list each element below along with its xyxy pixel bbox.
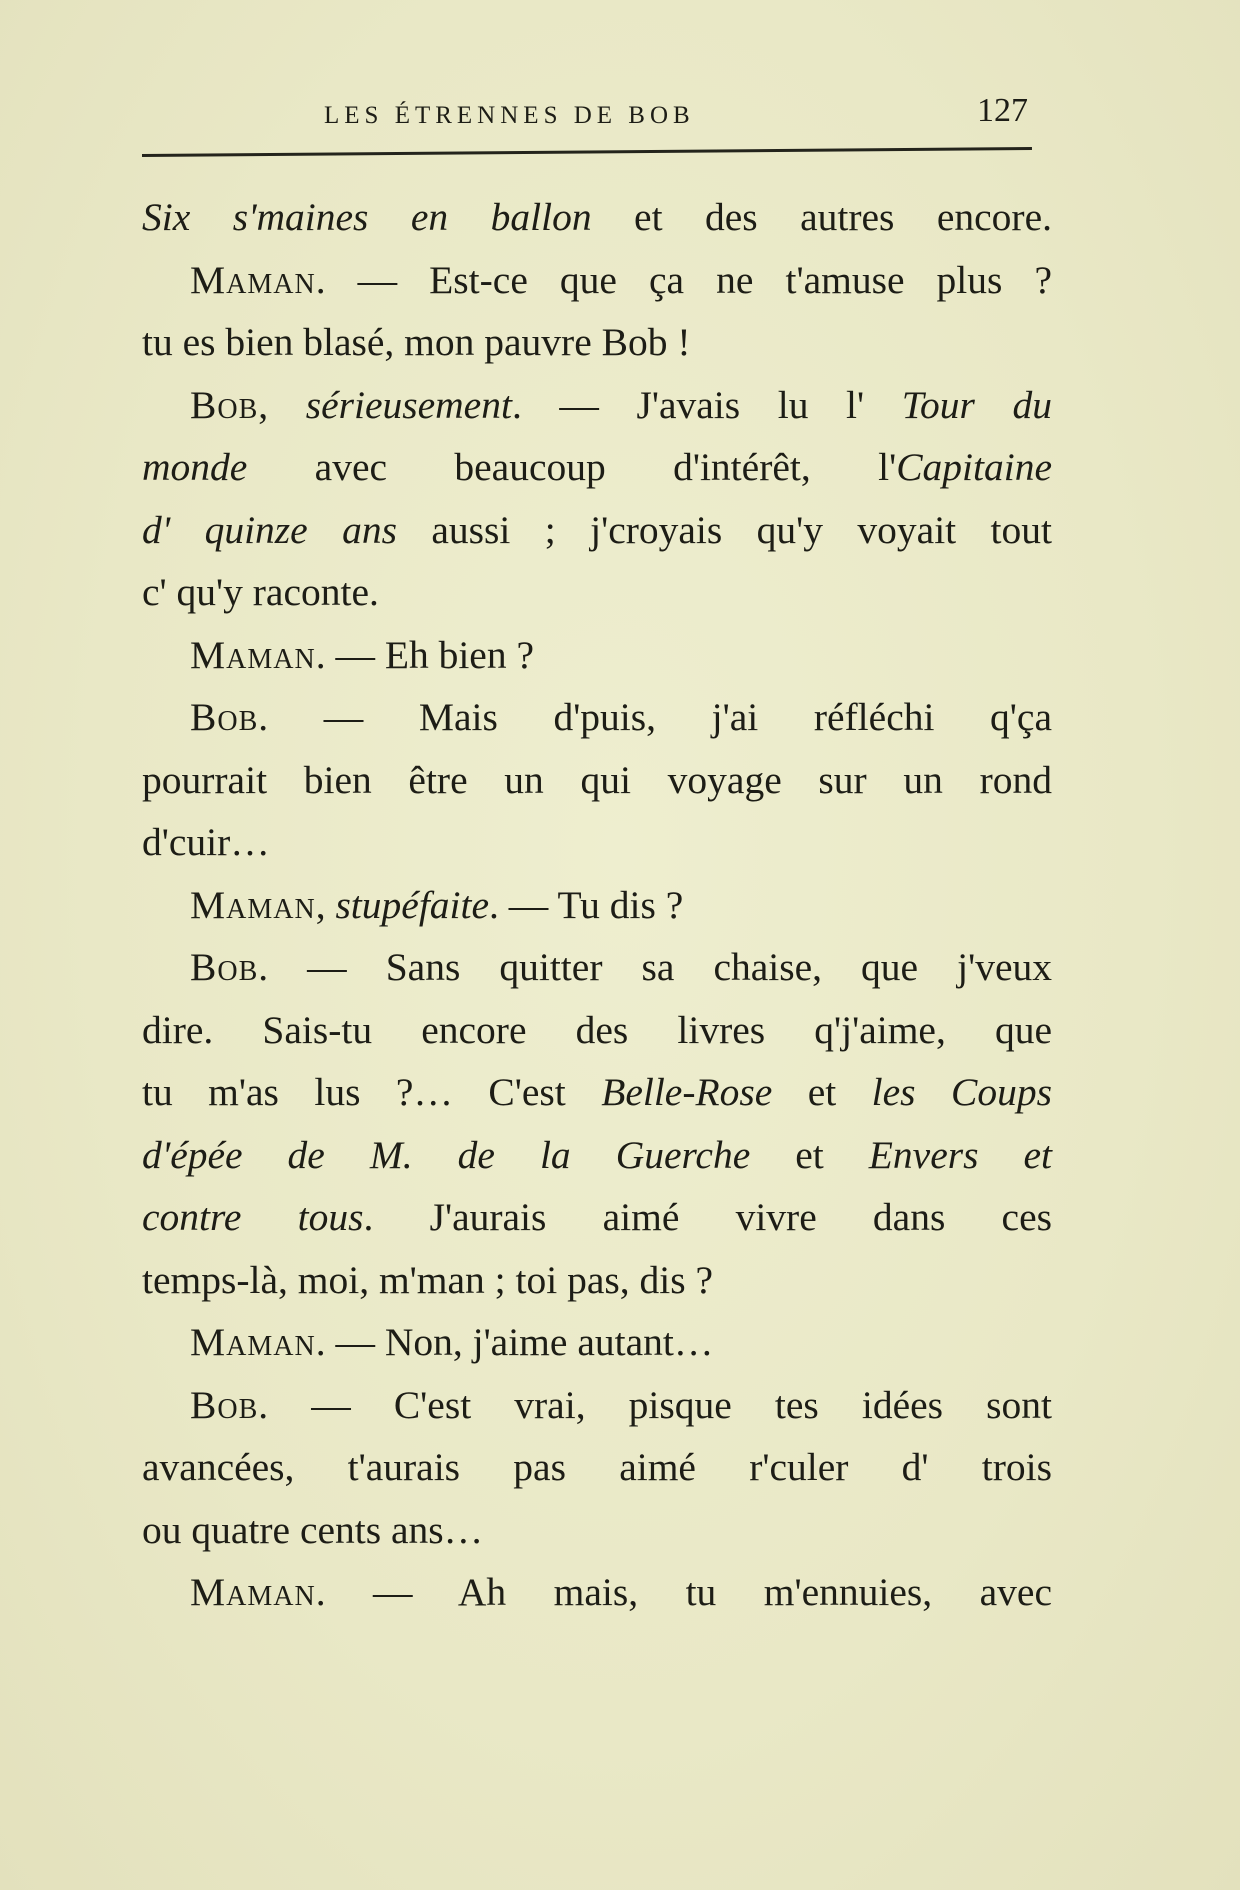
text-line	[142, 1311, 1052, 1374]
text-line	[142, 936, 1052, 999]
italic-text: Tour du	[901, 382, 1053, 427]
text-segment: d'cuir…	[142, 820, 270, 864]
text-segment: ,	[258, 382, 306, 427]
text-segment: c' qu'y raconte.	[142, 570, 379, 614]
text-line	[142, 1124, 1052, 1187]
text-line	[142, 811, 1052, 874]
text-line	[142, 249, 1052, 312]
text-line	[142, 374, 1052, 437]
speaker-name: Bob	[190, 1382, 259, 1427]
text-line	[142, 311, 1052, 374]
italic-text: les Coups	[871, 1070, 1052, 1114]
running-title: LES ÉTRENNES DE BOB	[324, 102, 695, 129]
text-segment: et	[750, 1132, 869, 1177]
text-segment: ou quatre cents ans…	[142, 1507, 484, 1552]
speaker-name: Bob	[190, 945, 259, 989]
text-segment: aussi ; j'croyais qu'y voyait tout	[396, 507, 1052, 552]
italic-text: contre tous	[142, 1195, 364, 1239]
text-segment: . — Sans quitter sa chaise, que j'veux	[258, 945, 1052, 989]
text-line	[142, 1186, 1052, 1249]
text-segment: . — Non, j'aime autant…	[315, 1320, 714, 1364]
italic-text: sérieusement	[305, 382, 512, 427]
text-segment: et des autres encore.	[591, 195, 1052, 239]
speaker-name: Maman	[190, 257, 316, 302]
text-segment: tu es bien blasé, mon pauvre Bob !	[142, 320, 691, 364]
page-number: 127	[977, 92, 1028, 129]
text-segment: dire. Sais-tu encore des livres q'j'aime, que	[142, 1007, 1052, 1052]
text-segment: . — Mais d'puis, j'ai réfléchi q'ça	[258, 695, 1052, 739]
italic-text: d'épée de M. de la Guerche	[142, 1132, 751, 1177]
italic-text: d' quinze ans	[142, 507, 397, 552]
text-segment: avancées, t'aurais pas aimé r'culer d' trois	[142, 1445, 1052, 1489]
text-line	[142, 1249, 1052, 1312]
italic-text: Six s'maines en ballon	[142, 195, 592, 239]
text-line	[142, 499, 1052, 562]
text-segment: avec beaucoup d'intérêt, l'	[247, 445, 897, 489]
text-segment: tu m'as lus ?… C'est	[142, 1070, 602, 1114]
speaker-name: Bob	[190, 382, 259, 427]
speaker-name: Maman	[190, 632, 316, 677]
text-segment: ,	[315, 882, 336, 927]
italic-text: monde	[142, 445, 248, 489]
speaker-name: Maman	[190, 1320, 316, 1364]
text-line	[142, 1436, 1052, 1499]
italic-text: Belle-Rose	[601, 1070, 773, 1114]
text-line	[142, 999, 1052, 1062]
text-line	[142, 561, 1052, 624]
speaker-name: Maman	[190, 1570, 316, 1614]
text-line	[142, 1499, 1052, 1562]
italic-text: stupéfaite	[335, 882, 490, 927]
text-segment: . — Ah mais, tu m'ennuies, avec	[315, 1570, 1052, 1614]
text-segment: . — Est-ce que ça ne t'amuse plus ?	[315, 257, 1052, 302]
speaker-name: Maman	[190, 882, 316, 927]
text-segment: . — J'avais lu l'	[511, 382, 902, 427]
text-line	[142, 874, 1052, 937]
body-text	[142, 186, 1052, 1624]
speaker-name: Bob	[190, 695, 259, 739]
text-line	[142, 749, 1052, 812]
text-line	[142, 436, 1052, 499]
running-head	[142, 92, 1034, 150]
text-segment: temps-là, moi, m'man ; toi pas, dis ?	[142, 1257, 714, 1302]
text-line	[142, 1061, 1052, 1124]
text-segment: et	[772, 1070, 872, 1114]
text-segment: . — Tu dis ?	[489, 882, 684, 927]
text-line	[142, 686, 1052, 749]
text-segment: . — Eh bien ?	[315, 632, 534, 677]
text-line	[142, 624, 1052, 687]
text-line	[142, 186, 1052, 249]
text-line	[142, 1561, 1052, 1624]
text-segment: . J'aurais aimé vivre dans ces	[363, 1195, 1052, 1239]
italic-text: Capitaine	[896, 445, 1052, 489]
italic-text: Envers et	[868, 1132, 1052, 1177]
text-segment: . — C'est vrai, pisque tes idées sont	[258, 1382, 1052, 1427]
text-line	[142, 1374, 1052, 1437]
text-segment: pourrait bien être un qui voyage sur un rond	[142, 757, 1052, 802]
